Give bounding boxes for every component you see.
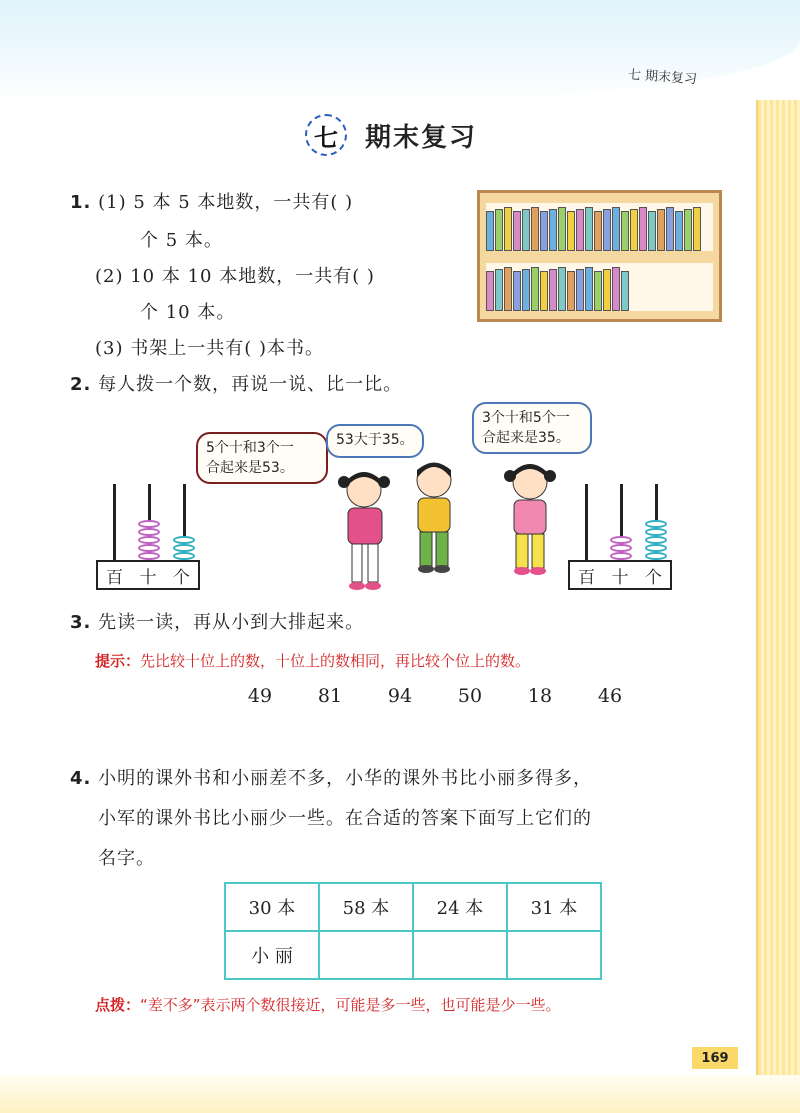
book	[621, 271, 629, 311]
book	[486, 271, 494, 311]
table-row	[225, 883, 601, 931]
q4-tip	[95, 994, 561, 1015]
speech-bubble-right	[472, 402, 592, 454]
number-item: 49	[247, 685, 273, 707]
q4-text-line3: 名字。	[98, 848, 155, 869]
bead-one	[173, 536, 195, 544]
book	[567, 211, 575, 251]
book	[594, 271, 602, 311]
book	[612, 207, 620, 251]
page-edge-decoration	[756, 100, 800, 1113]
book	[594, 211, 602, 251]
q3-hint	[95, 650, 530, 671]
q1-part1-line2: 个 5 本。	[140, 230, 223, 251]
bead-one	[645, 520, 667, 528]
label-ones: 个	[172, 567, 190, 588]
q4-line1	[70, 764, 592, 790]
q2-line	[70, 370, 402, 396]
book	[558, 267, 566, 311]
book	[504, 207, 512, 251]
book	[603, 269, 611, 311]
table-row	[225, 931, 601, 979]
q4-number: 4.	[70, 768, 92, 789]
book	[522, 269, 530, 311]
book	[648, 211, 656, 251]
page-number: 169	[692, 1047, 738, 1069]
book	[549, 269, 557, 311]
q4-text-line1: 小明的课外书和小丽差不多，小华的课外书比小丽多得多，	[98, 768, 593, 789]
girl-right-illustration	[498, 460, 562, 576]
table-cell: 31 本	[507, 883, 601, 931]
rod-hundreds	[113, 484, 116, 560]
chapter-title	[305, 110, 477, 160]
book	[495, 269, 503, 311]
boy-illustration	[402, 458, 468, 574]
q3-number: 3.	[70, 612, 92, 633]
book	[486, 211, 494, 251]
bead-ten	[138, 536, 160, 544]
book	[513, 271, 521, 311]
chapter-number: 七	[305, 114, 347, 156]
bead-ten	[610, 536, 632, 544]
number-item: 81	[317, 685, 343, 707]
book	[504, 267, 512, 311]
bead-ten	[610, 544, 632, 552]
q1-part2-line1: (2) 10 本 10 本地数，一共有( )	[95, 266, 375, 287]
girl-left-illustration	[330, 468, 400, 592]
book	[540, 211, 548, 251]
table-cell-blank[interactable]	[413, 931, 507, 979]
book	[684, 209, 692, 251]
shelf-row-bottom	[486, 263, 713, 311]
footer-background	[0, 1075, 800, 1113]
q1-part3: (3) 书架上一共有( )本书。	[95, 338, 324, 359]
abacus-base-left	[96, 560, 200, 590]
q3-hint-label: 提示：	[95, 652, 141, 670]
abacus-base-right	[568, 560, 672, 590]
bead-ten	[138, 552, 160, 560]
table-cell-blank[interactable]	[319, 931, 413, 979]
speech-bubble-left	[196, 432, 328, 484]
q2-text: 每人拨一个数，再说一说、比一比。	[98, 374, 403, 395]
label-tens: 十	[611, 567, 629, 588]
bubble-left-line2: 合起来是53。	[206, 460, 294, 476]
number-item: 50	[457, 685, 483, 707]
book	[612, 267, 620, 311]
q4-text-line2: 小军的课外书比小丽少一些。在合适的答案下面写上它们的	[98, 808, 592, 829]
bookshelf-illustration	[477, 190, 722, 322]
book	[639, 207, 647, 251]
book	[621, 211, 629, 251]
table-cell: 小 丽	[225, 931, 319, 979]
abacus-right	[568, 484, 672, 592]
q3-text: 先读一读，再从小到大排起来。	[98, 612, 365, 633]
book	[531, 267, 539, 311]
bubble-right-line1: 3个十和5个一	[482, 410, 570, 426]
bead-one	[173, 552, 195, 560]
book	[567, 271, 575, 311]
table-cell-blank[interactable]	[507, 931, 601, 979]
number-item: 94	[387, 685, 413, 707]
bead-one	[173, 544, 195, 552]
book	[576, 269, 584, 311]
table-cell: 30 本	[225, 883, 319, 931]
label-hundreds: 百	[106, 567, 124, 588]
book	[693, 207, 701, 251]
chapter-title-text: 期末复习	[365, 122, 478, 153]
bead-one	[645, 552, 667, 560]
label-ones: 个	[644, 567, 662, 588]
book	[603, 209, 611, 251]
speech-bubble-middle: 53大于35。	[326, 424, 424, 458]
bead-ten	[610, 552, 632, 560]
book	[576, 209, 584, 251]
rod-hundreds	[585, 484, 588, 560]
table-cell: 24 本	[413, 883, 507, 931]
bead-ten	[138, 528, 160, 536]
q4-tip-text: “差不多”表示两个数很接近，可能是多一些，也可能是少一些。	[140, 996, 561, 1014]
q1-part1-line1: (1) 5 本 5 本地数，一共有( )	[98, 192, 354, 213]
label-tens: 十	[139, 567, 157, 588]
book	[657, 209, 665, 251]
book	[549, 209, 557, 251]
abacus-left	[96, 484, 200, 592]
book	[522, 209, 530, 251]
book	[513, 211, 521, 251]
q4-tip-label: 点拨：	[95, 996, 141, 1014]
book	[585, 207, 593, 251]
bead-one	[645, 536, 667, 544]
book	[630, 209, 638, 251]
book	[675, 211, 683, 251]
bubble-right-line2: 合起来是35。	[482, 430, 570, 446]
bead-one	[645, 528, 667, 536]
shelf-row-top	[486, 203, 713, 251]
bubble-left-line1: 5个十和3个一	[206, 440, 294, 456]
book	[495, 209, 503, 251]
book	[531, 207, 539, 251]
q1-line1	[70, 188, 353, 214]
running-head: 七 期末复习	[627, 67, 698, 88]
book	[585, 267, 593, 311]
number-item: 18	[527, 685, 553, 707]
q3-number-list	[225, 685, 645, 707]
table-cell: 58 本	[319, 883, 413, 931]
bead-ten	[138, 520, 160, 528]
q3-line	[70, 608, 364, 634]
book	[558, 207, 566, 251]
bead-one	[645, 544, 667, 552]
q3-hint-text: 先比较十位上的数，十位上的数相同，再比较个位上的数。	[140, 652, 531, 670]
label-hundreds: 百	[578, 567, 596, 588]
book	[666, 207, 674, 251]
book	[540, 271, 548, 311]
q1-number: 1.	[70, 192, 92, 213]
number-item: 46	[597, 685, 623, 707]
q2-number: 2.	[70, 374, 92, 395]
q1-part2-line2: 个 10 本。	[140, 302, 236, 323]
answer-table	[224, 882, 602, 980]
bead-ten	[138, 544, 160, 552]
